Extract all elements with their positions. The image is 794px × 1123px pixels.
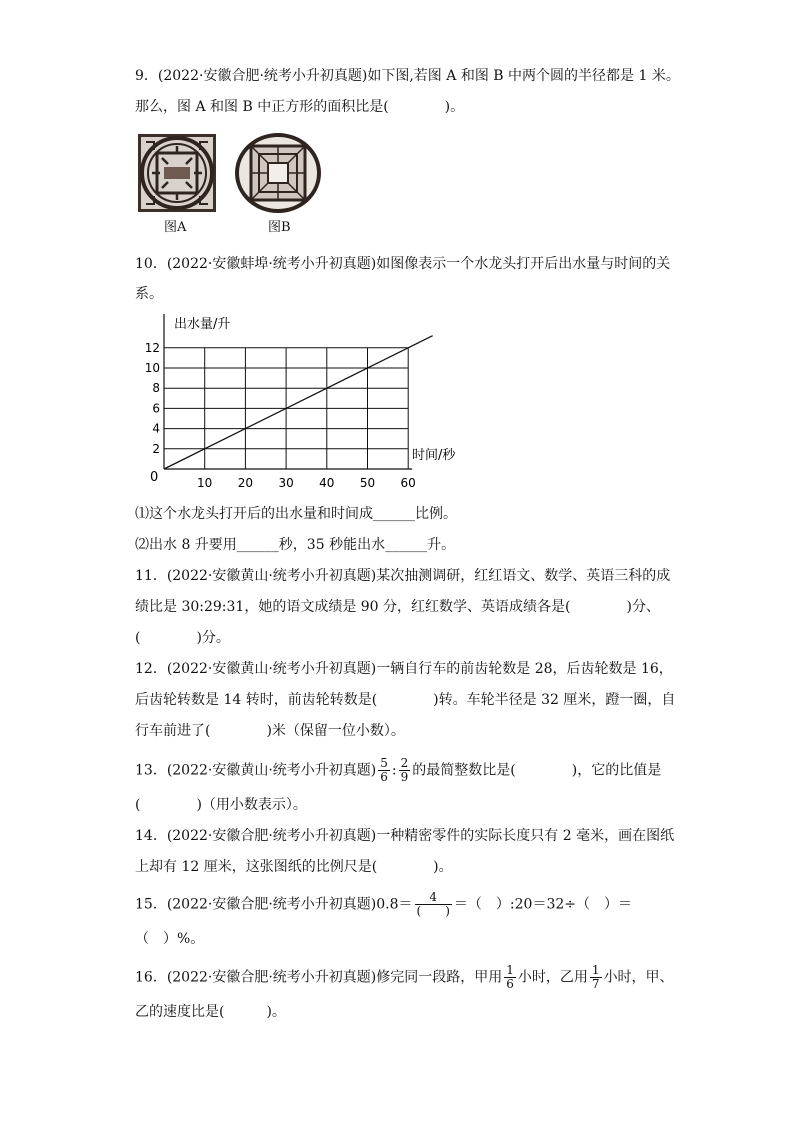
q16-prefix: 16．(2022·安徽合肥·统考小升初真题)修完同一段路，甲用	[135, 969, 503, 986]
q16-mid: 小时，乙用	[517, 969, 588, 986]
q16-fraction-2	[590, 964, 602, 991]
q14-line-1: 14．(2022·安徽合肥·统考小升初真题)一种精密零件的实际长度只有 2 毫米，画在图纸	[135, 828, 675, 844]
q15-fraction-den: ( )	[416, 904, 450, 918]
y-tick-label: 12	[144, 340, 160, 355]
q16-fraction-1-den: 6	[506, 977, 514, 991]
x-tick-label: 50	[359, 476, 376, 490]
q16-fraction-1	[504, 964, 516, 991]
q13-suffix: 的最简整数比是( )，它的比值是	[412, 762, 662, 779]
y-tick-label: 2	[152, 441, 160, 456]
x-tick-label: 30	[278, 476, 294, 490]
x-tick-label: 60	[400, 476, 416, 490]
q11-line-3: ( )分。	[135, 630, 230, 646]
y-axis-label: 出水量/升	[174, 317, 231, 332]
q10-sub-1: ⑴这个水龙头打开后的出水量和时间成______比例。	[135, 506, 457, 522]
q16-fraction-2-num: 1	[591, 963, 600, 977]
q11-line-1: 11．(2022·安徽黄山·统考小升初真题)某次抽测调研，红红语文、数学、英语三科的成	[135, 568, 671, 584]
q16-fraction-2-den: 7	[591, 977, 600, 991]
water-chart	[140, 310, 470, 499]
q12-line-1: 12．(2022·安徽黄山·统考小升初真题)一辆自行车的前齿轮数是 28，后齿轮数是 16，	[135, 661, 673, 677]
q14-line-2: 上却有 12 厘米，这张图纸的比例尺是( )。	[135, 859, 453, 875]
q11-line-2: 绩比是 30:29:31，她的语文成绩是 90 分，红红数学、英语成绩各是( )分、	[135, 599, 660, 615]
q9-line-1: 9．(2022·安徽合肥·统考小升初真题)如下图,若图 A 和图 B 中两个圆的半径都是 1 米。	[135, 68, 680, 84]
q10-sub-2: ⑵出水 8 升要用______秒，35 秒能出水______升。	[135, 537, 456, 553]
q16-line-1	[135, 964, 674, 991]
figure-a	[138, 134, 216, 216]
figure-b-caption: 图B	[268, 220, 291, 235]
q13-colon: :	[391, 762, 397, 779]
y-tick-label: 6	[152, 401, 160, 416]
q15-line-1	[135, 891, 632, 918]
x-tick-label: 40	[319, 476, 335, 490]
x-tick-label: 10	[197, 476, 213, 490]
q13-fraction-1-num: 5	[380, 756, 388, 770]
figure-a-caption: 图A	[164, 220, 187, 235]
q15-line-2: （ ）%。	[135, 931, 205, 947]
q13-fraction-2	[399, 757, 411, 784]
q12-line-3: 行车前进了( )米（保留一位小数）。	[135, 723, 405, 739]
q13-fraction-1	[378, 757, 390, 784]
q12-line-2: 后齿轮转数是 14 转时，前齿轮转数是( )转。车轮半径是 32 厘米，蹬一圈，自	[135, 692, 676, 708]
q9-line-2: 那么，图 A 和图 B 中正方形的面积比是( )。	[135, 99, 465, 115]
q13-prefix: 13．(2022·安徽黄山·统考小升初真题)	[135, 762, 377, 779]
q10-line-2: 系。	[135, 286, 163, 302]
x-tick-label: 20	[237, 476, 254, 490]
q13-fraction-2-den: 9	[400, 770, 409, 784]
q13-line-2: ( )（用小数表示）。	[135, 797, 307, 813]
q15-prefix: 15．(2022·安徽合肥·统考小升初真题)0.8＝	[135, 896, 413, 913]
y-tick-label: 8	[152, 381, 160, 396]
q16-line-2: 乙的速度比是( )。	[135, 1004, 286, 1020]
figure-b	[235, 133, 321, 217]
q13-fraction-1-den: 6	[380, 770, 388, 784]
q13-line-1	[135, 757, 661, 784]
q15-fraction	[415, 891, 452, 918]
x-axis-label: 时间/秒	[412, 448, 456, 463]
y-tick-label: 4	[152, 421, 160, 436]
q13-fraction-2-num: 2	[400, 756, 409, 770]
q10-line-1: 10．(2022·安徽蚌埠·统考小升初真题)如图像表示一个水龙头打开后出水量与时间的关	[135, 256, 671, 272]
q16-suffix: 小时，甲、	[603, 969, 674, 986]
q15-fraction-num: 4	[415, 891, 452, 905]
q15-suffix: ＝（ ）:20＝32÷（ ）＝	[453, 896, 632, 913]
chart-axes	[145, 314, 416, 490]
q16-fraction-1-num: 1	[506, 963, 514, 977]
y-tick-label: 10	[144, 361, 160, 375]
origin-label: 0	[150, 470, 159, 485]
